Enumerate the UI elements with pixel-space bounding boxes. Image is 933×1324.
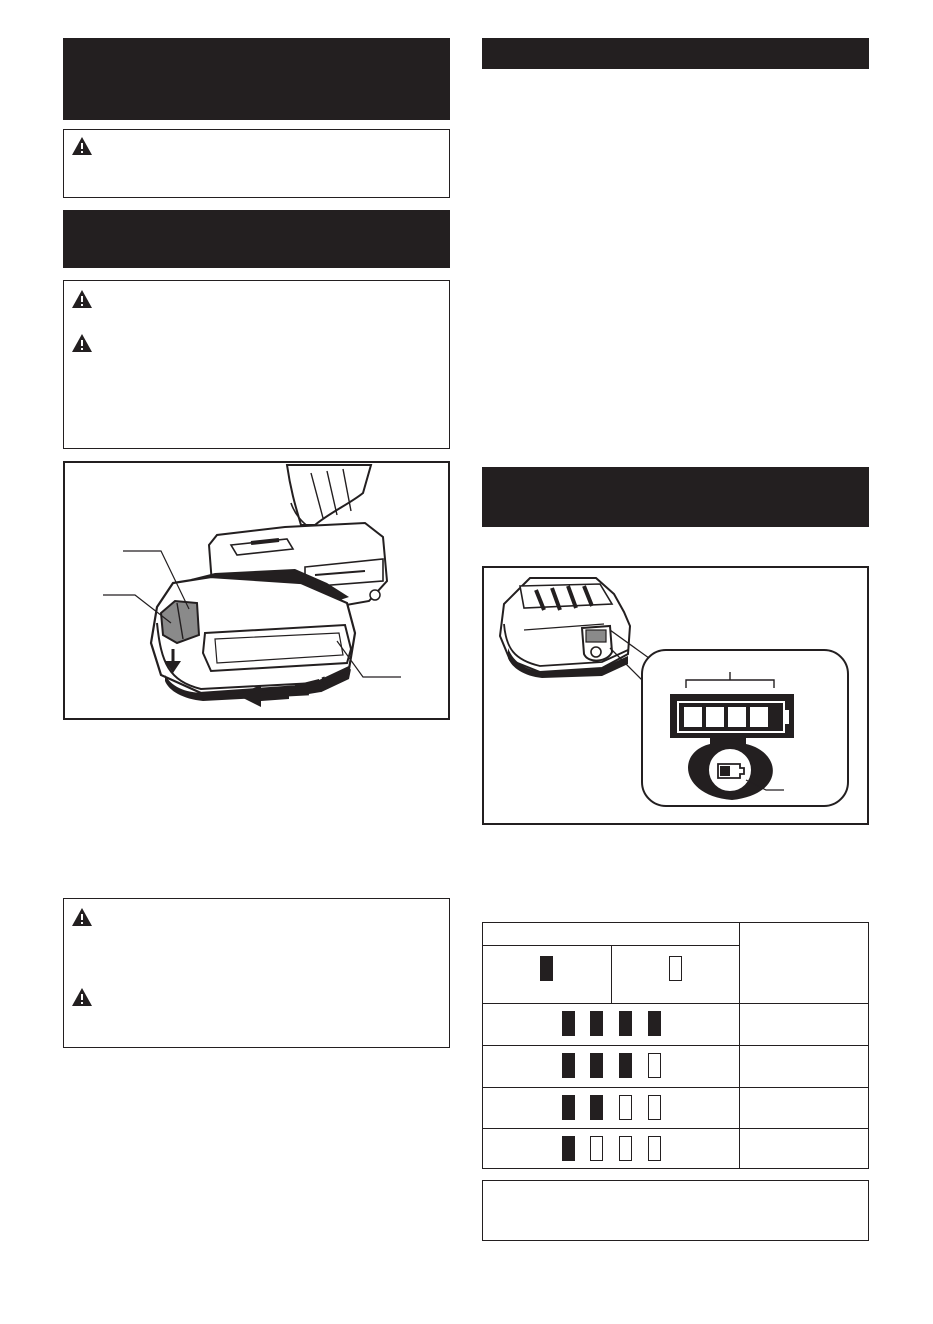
figure-battery-removal: [63, 461, 450, 720]
warning-triangle-icon: [71, 987, 93, 1007]
battery-indicator-illustration: [484, 568, 867, 823]
indicator-lit-segment: [590, 1011, 603, 1036]
indicator-lit-segment: [590, 1053, 603, 1078]
table-divider: [483, 1045, 868, 1046]
figure-battery-indicator: [482, 566, 869, 825]
table-divider: [483, 1087, 868, 1088]
indicator-lit-segment: [619, 1011, 632, 1036]
indicator-off-segment: [648, 1095, 661, 1120]
warning-triangle-icon: [71, 289, 93, 309]
indicator-lit-segment: [562, 1095, 575, 1120]
indicator-lit-segment: [590, 1095, 603, 1120]
warning-box-2: [63, 280, 450, 449]
warning-triangle-icon: [71, 333, 93, 353]
table-divider: [483, 1003, 868, 1004]
indicator-off-segment: [619, 1136, 632, 1161]
warning-triangle-icon: [71, 136, 93, 156]
indicator-lit-segment: [648, 1011, 661, 1036]
indicator-lit-segment: [562, 1011, 575, 1036]
indicator-lit-segment: [562, 1136, 575, 1161]
legend-off-segment: [669, 956, 682, 981]
note-box: [482, 1180, 869, 1241]
warning-box-1: [63, 129, 450, 198]
indicator-off-segment: [590, 1136, 603, 1161]
indicator-off-segment: [648, 1053, 661, 1078]
warning-triangle-icon: [71, 907, 93, 927]
indicator-off-segment: [619, 1095, 632, 1120]
tool-battery-illustration: [65, 463, 448, 718]
indicator-off-segment: [648, 1136, 661, 1161]
table-divider: [483, 1128, 868, 1129]
section-header-2: [63, 210, 450, 268]
table-divider: [611, 945, 612, 1003]
indicator-lit-segment: [619, 1053, 632, 1078]
section-header-1: [63, 38, 450, 120]
warning-box-3: [63, 898, 450, 1048]
section-header-3: [482, 38, 869, 69]
indicator-table: [482, 922, 869, 1169]
legend-lit-segment: [540, 956, 553, 981]
indicator-lit-segment: [562, 1053, 575, 1078]
section-header-4: [482, 467, 869, 527]
